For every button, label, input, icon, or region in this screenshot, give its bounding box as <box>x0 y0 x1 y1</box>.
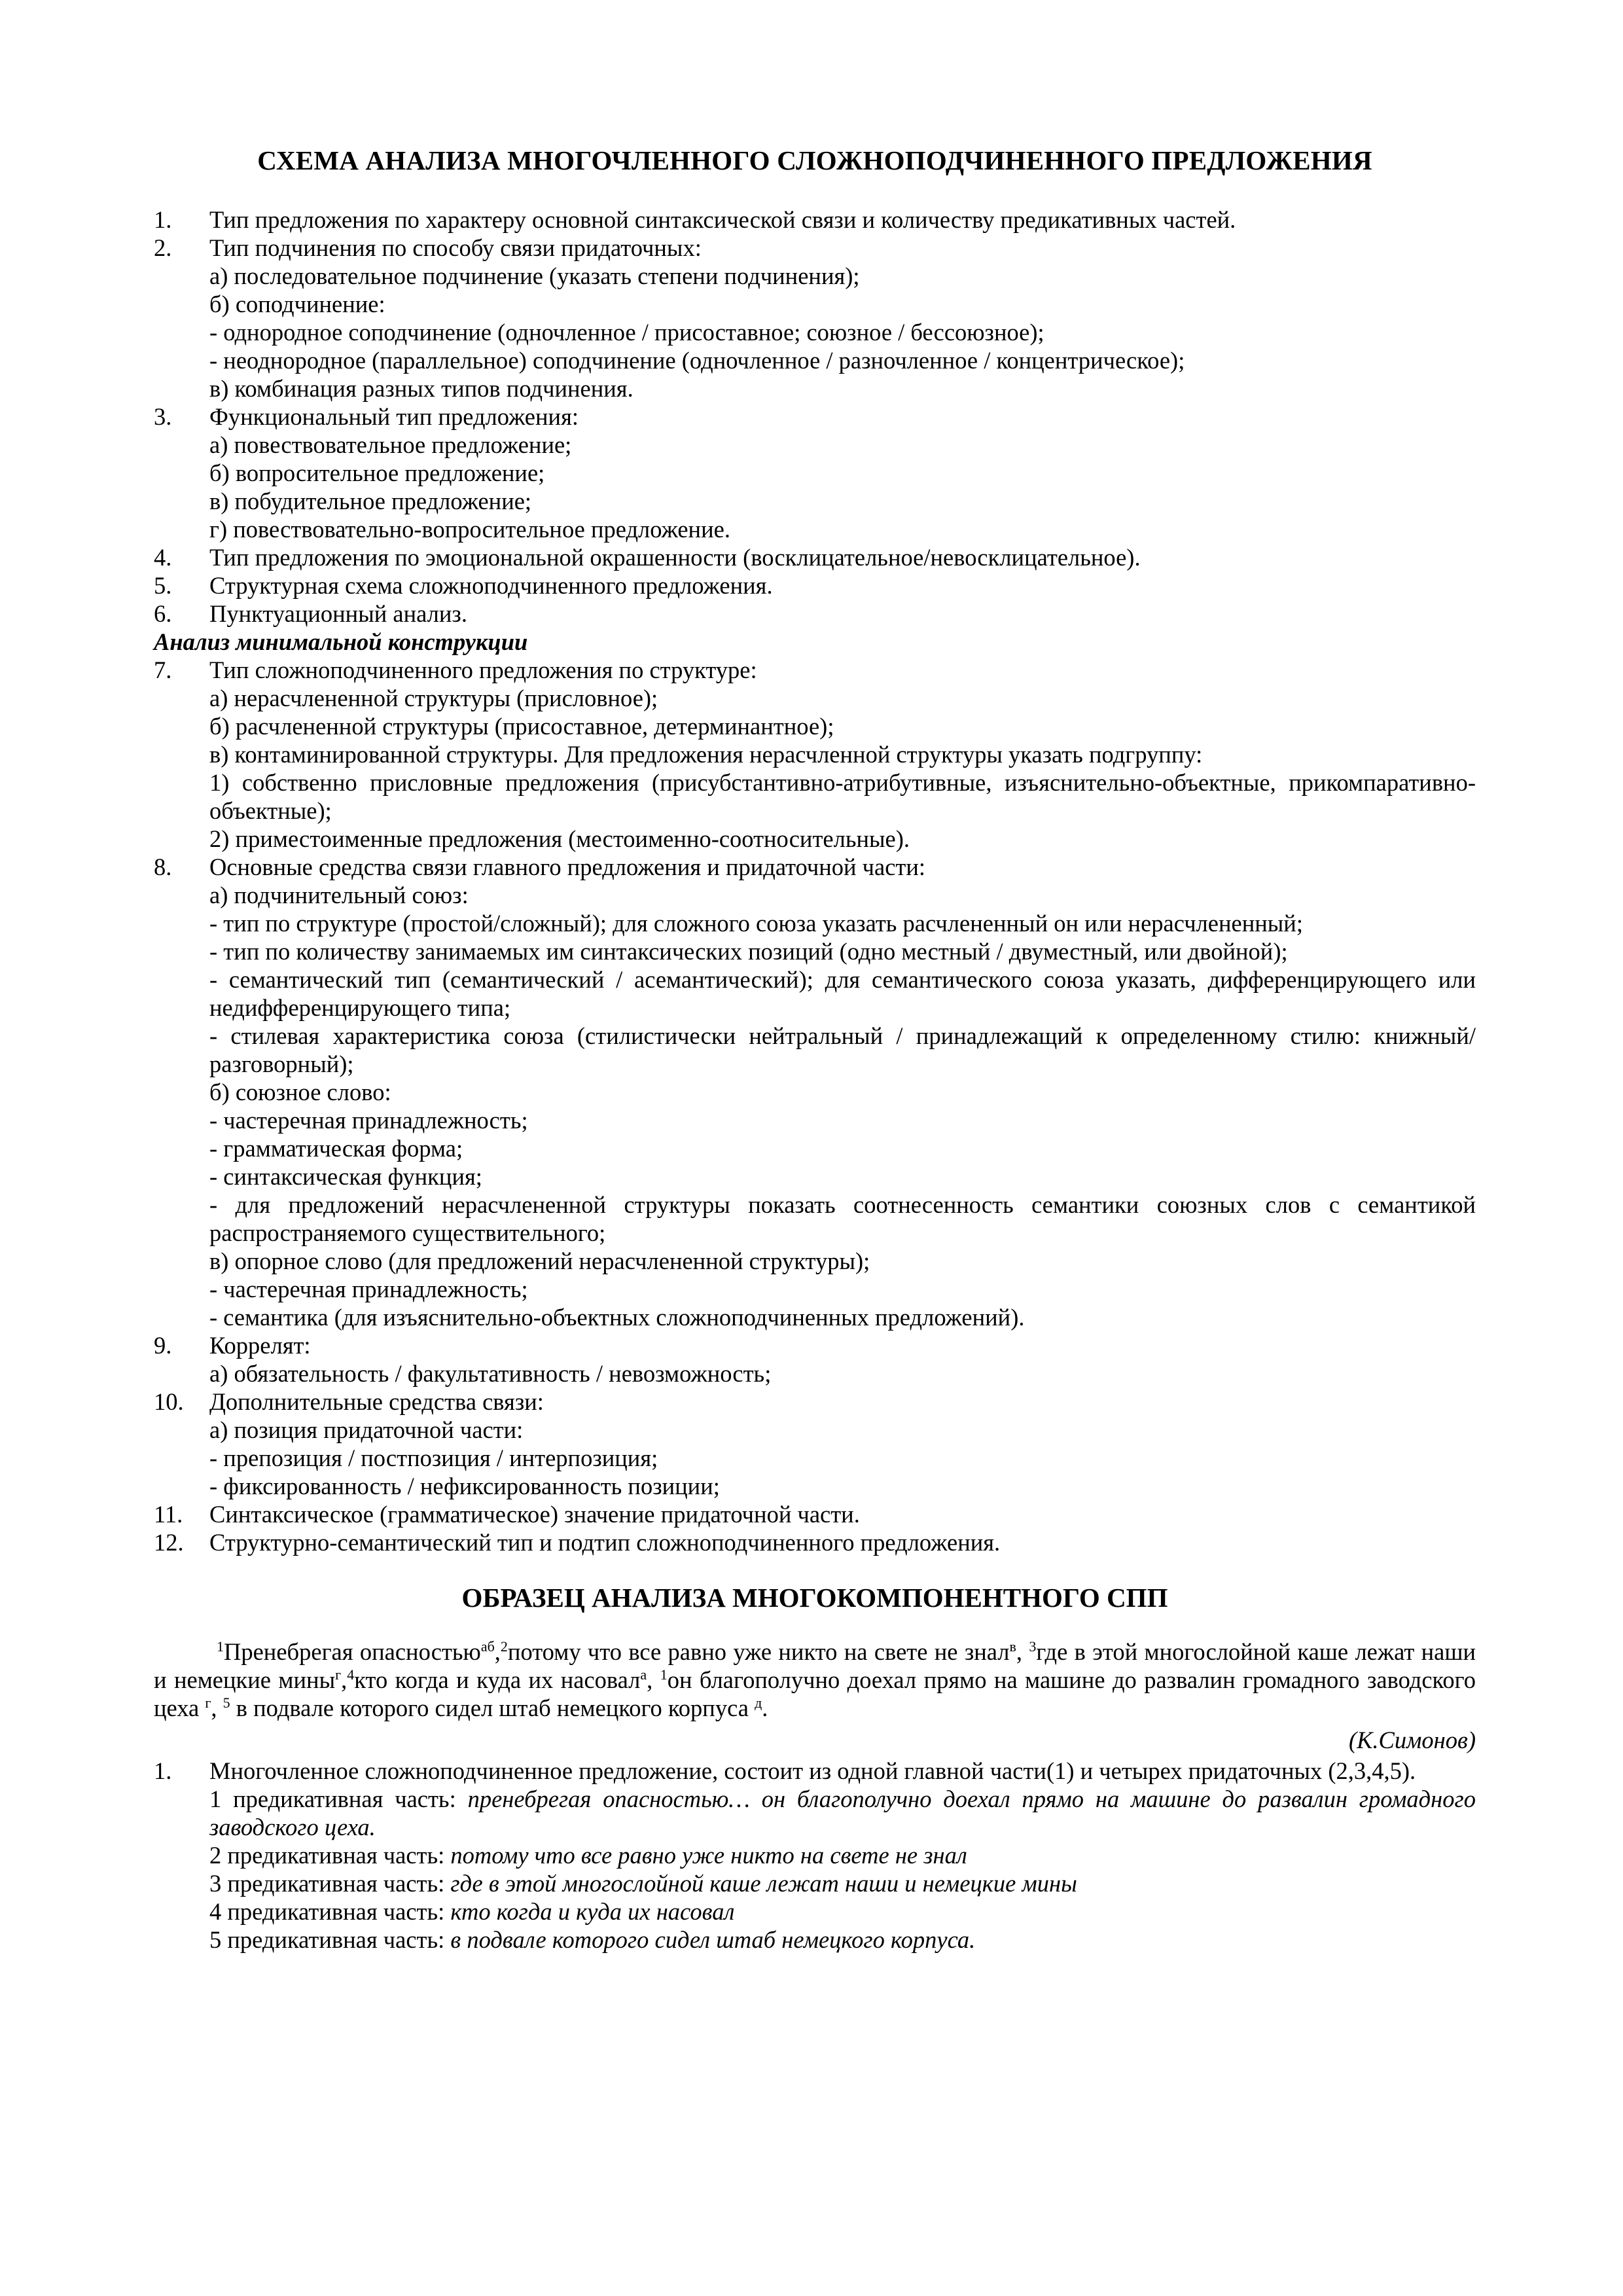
item-line: Дополнительные средства связи: <box>209 1388 544 1415</box>
item-line: Тип предложения по характеру основной синтаксической связи и количеству предикативных частей. <box>209 206 1236 233</box>
predicative-part <box>209 1926 1476 1954</box>
superscript-mark: 3 <box>1029 1638 1037 1655</box>
item-number: 10. <box>154 1388 184 1415</box>
superscript-mark: 1 <box>660 1666 668 1683</box>
item-line: - частеречная принадлежность; <box>209 1276 528 1302</box>
part-label: 3 предикативная часть: <box>209 1870 451 1897</box>
item-line: б) вопросительное предложение; <box>209 459 545 486</box>
part-text: кто когда и куда их насовал <box>450 1898 735 1925</box>
item-number: 8. <box>154 853 172 880</box>
item-line: - тип по количеству занимаемых им синтаксических позиций (одно местный / двуместный, или двойной); <box>209 938 1288 965</box>
item-line: а) подчинительный союз: <box>209 882 469 908</box>
item-number: 12. <box>154 1529 184 1556</box>
superscript-mark: в <box>1009 1638 1016 1655</box>
item-line: Тип подчинения по способу связи придаточных: <box>209 234 702 261</box>
item-line: - для предложений нерасчлененной структуры показать соотнесенность семантики союзных слов с семантикой распространяемого существительного; <box>209 1191 1476 1246</box>
example-text: потому что все равно уже никто на свете не знал <box>507 1638 1010 1665</box>
item-line: - препозиция / постпозиция / интерпозиция; <box>209 1444 658 1471</box>
item-line: Структурная схема сложноподчиненного предложения. <box>209 572 773 599</box>
item-line: б) соподчинение: <box>209 291 385 317</box>
item-line: а) нерасчлененной структуры (присловное); <box>209 685 658 711</box>
superscript-mark: аб <box>480 1638 495 1655</box>
item-number: 2. <box>154 234 172 261</box>
item-line: Синтаксическое (грамматическое) значение придаточной части. <box>209 1501 860 1528</box>
predicative-part <box>209 1869 1476 1897</box>
item-line: а) позиция придаточной части: <box>209 1416 524 1443</box>
author-attribution: (К.Симонов) <box>1348 1727 1476 1753</box>
superscript-mark: г <box>205 1694 211 1711</box>
superscript-mark: 1 <box>217 1638 224 1655</box>
part-label: 5 предикативная часть: <box>209 1926 451 1953</box>
item-line: Пунктуационный анализ. <box>209 600 467 627</box>
item-line: 1) собственно присловные предложения (присубстантивно-атрибутивные, изъяснительно-объектные, прикомпаративно-объектные); <box>209 769 1476 824</box>
item-line: в) комбинация разных типов подчинения. <box>209 375 633 402</box>
predicative-part <box>209 1841 1476 1869</box>
example-text: где в этой многослойной каше лежат наши и немецкие мины <box>154 1638 1476 1693</box>
part-text: где в этой многослойной каше лежат наши и немецкие мины <box>450 1870 1077 1897</box>
example-text: , <box>494 1638 501 1665</box>
example-text: , <box>341 1666 348 1693</box>
scheme-list-part2 <box>154 656 1476 1556</box>
section-heading-minimal: Анализ минимальной конструкции <box>154 628 528 655</box>
item-number: 3. <box>154 403 172 430</box>
scheme-item <box>154 1331 1476 1388</box>
item-line: Тип предложения по эмоциональной окрашенности (восклицательное/невосклицательное). <box>209 544 1141 571</box>
item-number: 7. <box>154 656 172 683</box>
scheme-item <box>154 403 1476 543</box>
superscript-mark: а <box>640 1666 647 1683</box>
item-number: 4. <box>154 544 172 571</box>
sample-title: ОБРАЗЕЦ АНАЛИЗА МНОГОКОМПОНЕНТНОГО СПП <box>461 1583 1168 1613</box>
example-text: , <box>647 1666 660 1693</box>
item-line: б) союзное слово: <box>209 1079 391 1105</box>
item-line: Функциональный тип предложения: <box>209 403 579 430</box>
scheme-item <box>154 656 1476 853</box>
item-line: в) побудительное предложение; <box>209 488 532 514</box>
scheme-item <box>154 600 1476 628</box>
part-text: потому что все равно уже никто на свете не знал <box>450 1842 967 1869</box>
item-line: Тип сложноподчиненного предложения по структуре: <box>209 656 757 683</box>
scheme-item <box>154 1500 1476 1528</box>
item-line: - грамматическая форма; <box>209 1135 463 1162</box>
item-line: - неоднородное (параллельное) соподчинение (одночленное / разночленное / концентрическое); <box>209 347 1185 374</box>
item-line: - тип по структуре (простой/сложный); для сложного союза указать расчлененный он или нерасчлененный; <box>209 910 1303 937</box>
item-line: Основные средства связи главного предложения и придаточной части: <box>209 853 926 880</box>
item-line: а) обязательность / факультативность / невозможность; <box>209 1360 772 1387</box>
item-number: 9. <box>154 1332 172 1359</box>
scheme-item <box>154 206 1476 234</box>
example-text: , <box>1016 1638 1029 1665</box>
item-line: - фиксированность / нефиксированность позиции; <box>209 1473 720 1499</box>
superscript-mark: г <box>335 1666 342 1683</box>
item-line: - синтаксическая функция; <box>209 1163 482 1190</box>
page-title: СХЕМА АНАЛИЗА МНОГОЧЛЕННОГО СЛОЖНОПОДЧИНЕННОГО ПРЕДЛОЖЕНИЯ <box>257 145 1372 175</box>
item-number: 6. <box>154 600 172 627</box>
analysis-item <box>154 1757 1476 1954</box>
example-text: кто когда и куда их насовал <box>354 1666 641 1693</box>
item-line: в) опорное слово (для предложений нерасчлененной структуры); <box>209 1247 870 1274</box>
item-number: 1. <box>154 1757 172 1784</box>
scheme-item <box>154 1528 1476 1556</box>
item-line: а) последовательное подчинение (указать степени подчинения); <box>209 262 860 289</box>
document-page <box>154 144 1476 1954</box>
superscript-mark: 4 <box>347 1666 355 1683</box>
predicative-parts <box>209 1785 1476 1954</box>
part-text: пренебрегая опасностью… он благополучно доехал прямо на машине до развалин громадного заводского цеха. <box>209 1785 1476 1840</box>
part-label: 4 предикативная часть: <box>209 1898 451 1925</box>
item-line: Коррелят: <box>209 1332 311 1359</box>
item-line: - стилевая характеристика союза (стилистически нейтральный / принадлежащий к определенному стилю: книжный/разговорный); <box>209 1022 1476 1077</box>
item-line: - однородное соподчинение (одночленное / присоставное; союзное / бессоюзное); <box>209 319 1044 346</box>
item-line: а) повествовательное предложение; <box>209 431 572 458</box>
example-text: Пренебрегая опасностью <box>224 1638 481 1665</box>
scheme-item <box>154 1388 1476 1500</box>
example-text: он благополучно доехал прямо на машине до развалин громадного заводского цеха <box>154 1666 1476 1721</box>
example-text: в подвале которого сидел штаб немецкого корпуса <box>230 1695 755 1721</box>
scheme-item <box>154 234 1476 403</box>
item-line: - семантика (для изъяснительно-объектных сложноподчиненных предложений). <box>209 1304 1025 1331</box>
item-line: б) расчлененной структуры (присоставное, детерминантное); <box>209 713 834 740</box>
superscript-mark: 5 <box>223 1694 230 1711</box>
part-label: 2 предикативная часть: <box>209 1842 451 1869</box>
item-line: - семантический тип (семантический / асемантический); для семантического союза указать, дифференцирующего или недифференцирующего типа; <box>209 966 1476 1021</box>
superscript-mark: д <box>755 1694 762 1711</box>
example-text: , <box>211 1695 223 1721</box>
predicative-part <box>209 1785 1476 1841</box>
part-text: в подвале которого сидел штаб немецкого корпуса. <box>450 1926 976 1953</box>
item-line: - частеречная принадлежность; <box>209 1107 528 1134</box>
item-number: 11. <box>154 1501 183 1528</box>
superscript-mark: 2 <box>500 1638 508 1655</box>
scheme-item <box>154 543 1476 571</box>
item-number: 1. <box>154 206 172 233</box>
example-sentence <box>154 1638 1476 1722</box>
scheme-item <box>154 571 1476 600</box>
part-label: 1 предикативная часть: <box>209 1785 468 1812</box>
item-number: 5. <box>154 572 172 599</box>
item-line: в) контаминированной структуры. Для предложения нерасчленной структуры указать подгруппу: <box>209 741 1203 768</box>
item-line: г) повествовательно-вопросительное предложение. <box>209 516 730 543</box>
analysis-intro: Многочленное сложноподчиненное предложение, состоит из одной главной части(1) и четырех придаточных (2,3,4,5). <box>209 1757 1416 1784</box>
scheme-item <box>154 853 1476 1331</box>
predicative-part <box>209 1897 1476 1926</box>
scheme-list-part1 <box>154 206 1476 628</box>
example-text: . <box>762 1695 768 1721</box>
item-line: Структурно-семантический тип и подтип сложноподчиненного предложения. <box>209 1529 1001 1556</box>
item-line: 2) приместоименные предложения (местоименно-соотносительные). <box>209 825 910 852</box>
